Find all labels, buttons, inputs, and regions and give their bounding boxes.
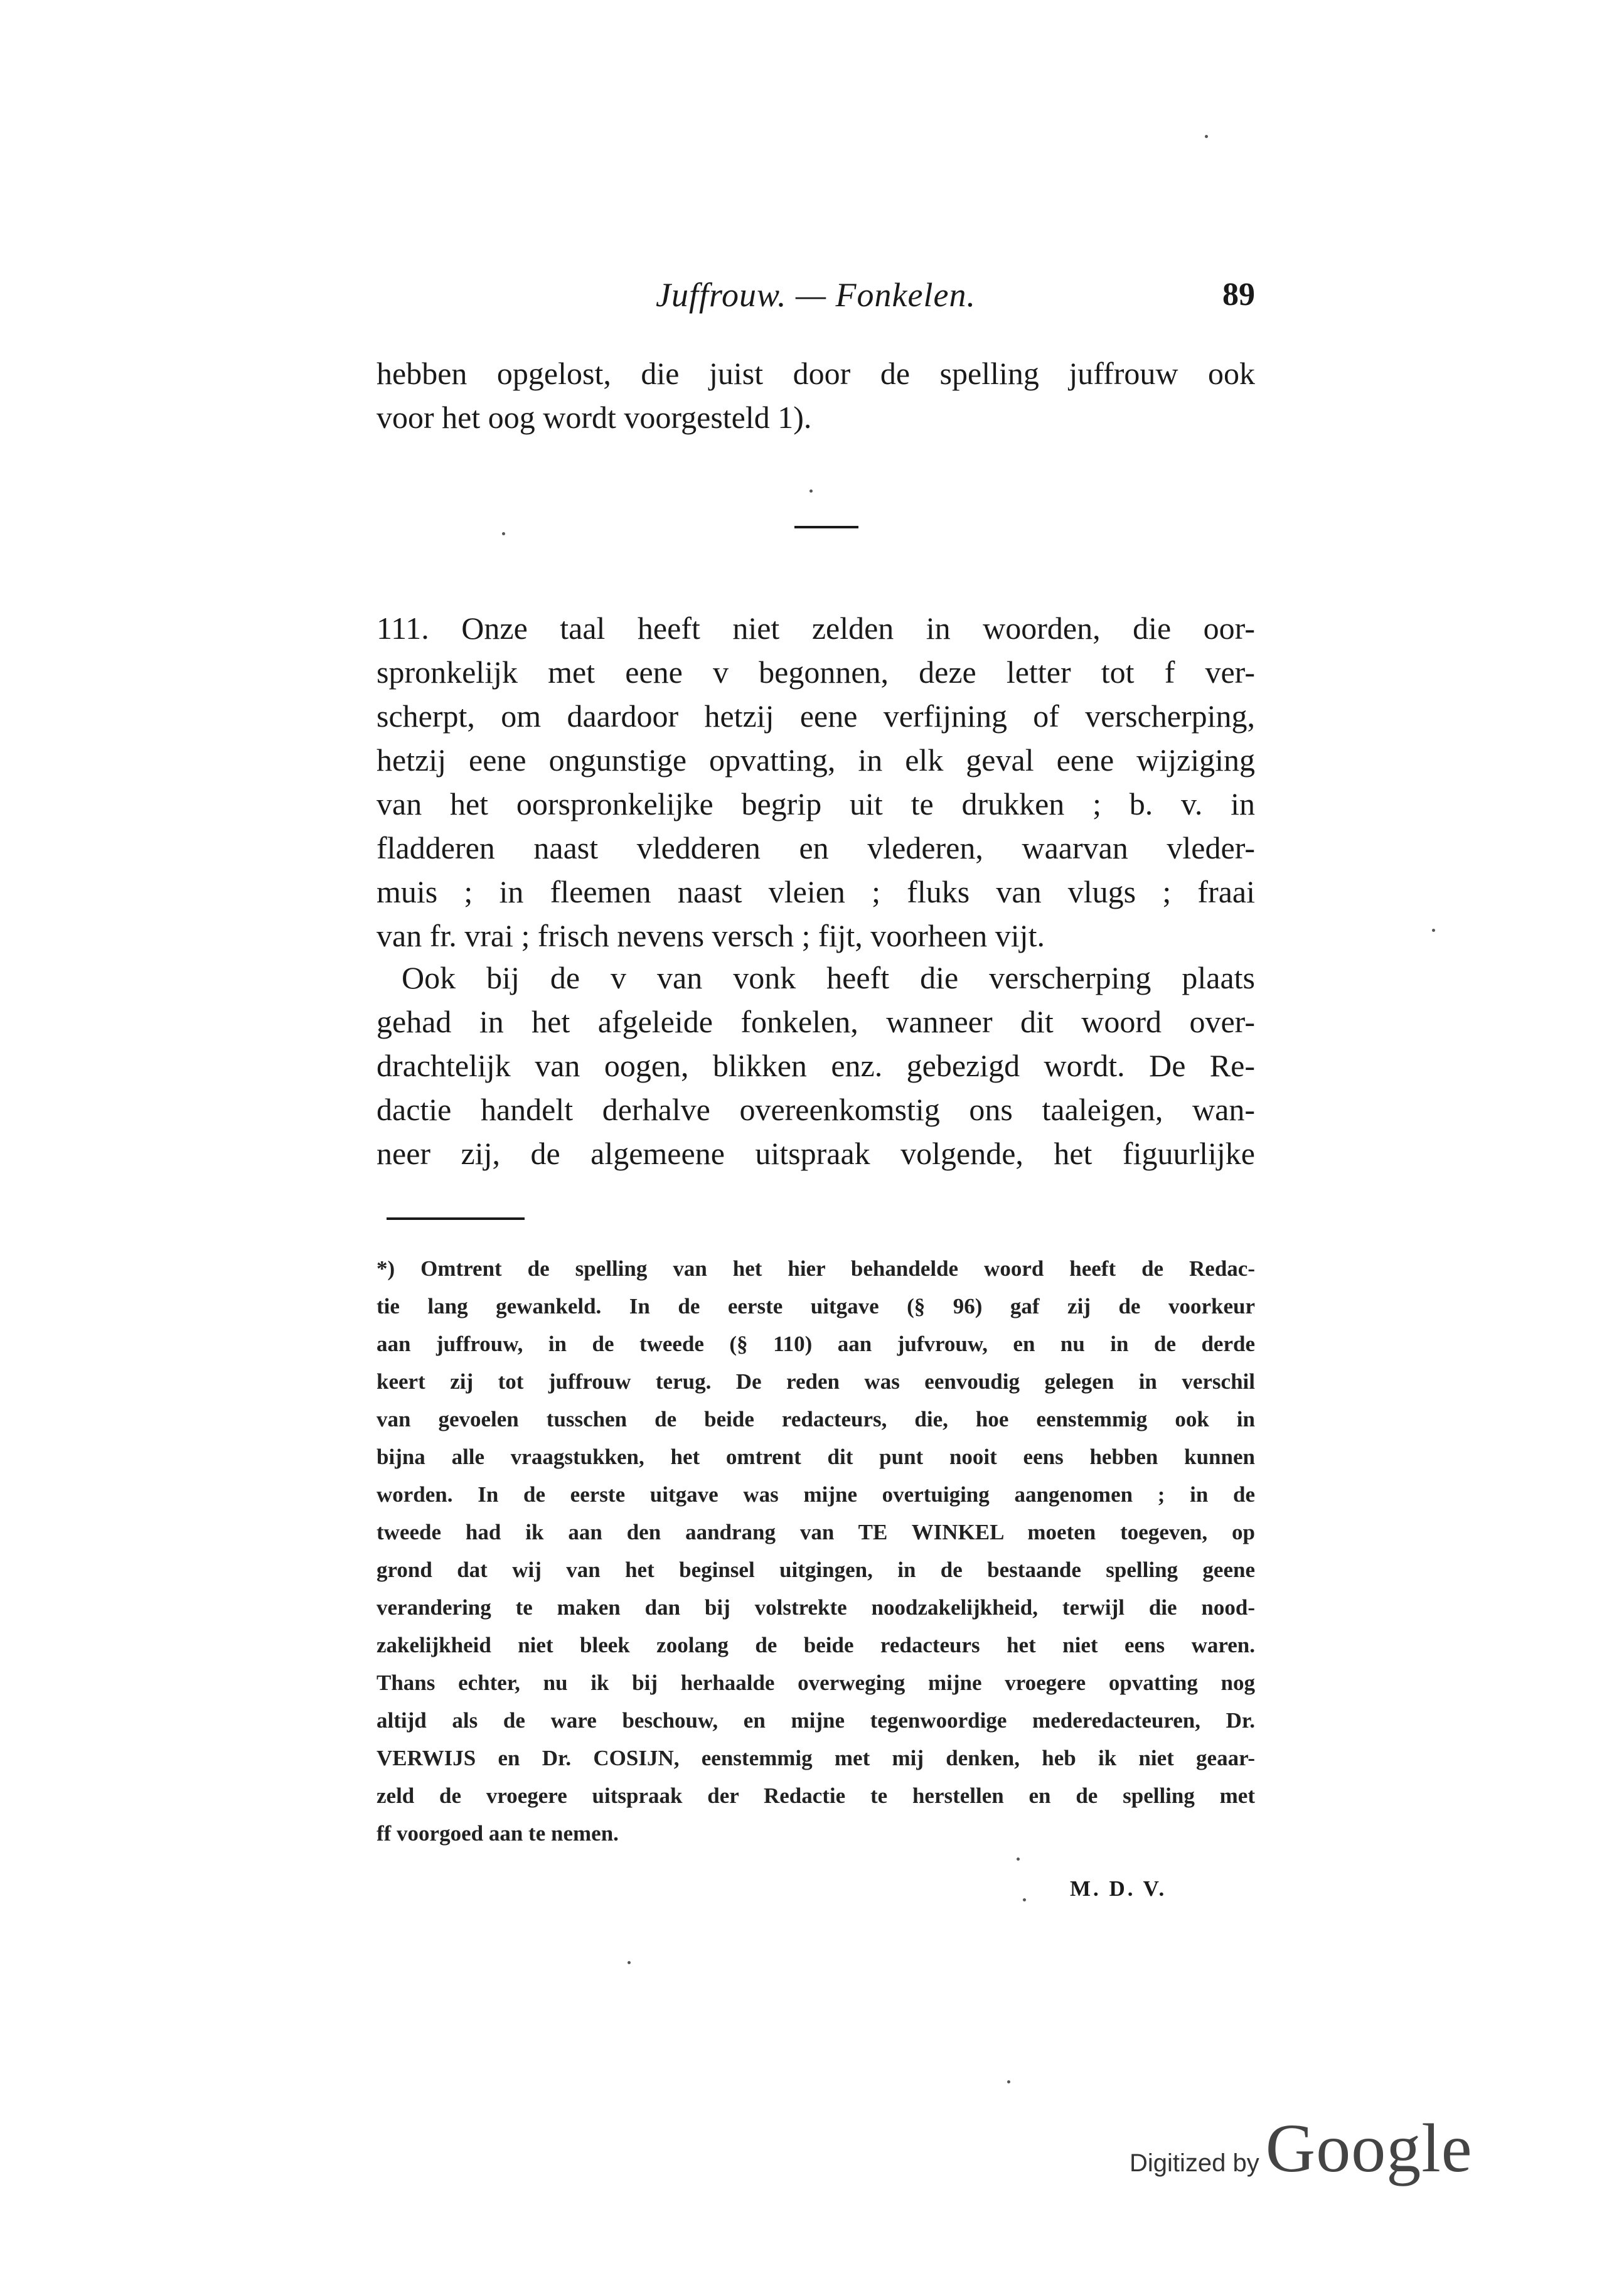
footnote-line: aan juffrouw, in de tweede (§ 110) aan jufvrouw, en nu in de derde — [377, 1332, 1255, 1356]
text-line: van het oorspronkelijke begrip uit te drukken ; b. v. in — [377, 786, 1255, 821]
page-number: 89 — [1222, 277, 1255, 313]
scan-speck — [502, 532, 505, 535]
section-divider — [794, 526, 858, 528]
google-logo: Google — [1265, 2110, 1473, 2186]
footnote-line: *) Omtrent de spelling van het hier behandelde woord heeft de Redac- — [377, 1256, 1255, 1281]
footnote-signature: M. D. V. — [1070, 1876, 1167, 1901]
running-header — [377, 270, 1255, 320]
footnote-line: zakelijkheid niet bleek zoolang de beide redacteurs het niet eens waren. — [377, 1633, 1255, 1657]
text-line: spronkelijk met eene v begonnen, deze letter tot f ver- — [377, 655, 1255, 690]
footnote-line: verandering te maken dan bij volstrekte noodzakelijkheid, terwijl die nood- — [377, 1595, 1255, 1620]
text-line: drachtelijk van oogen, blikken enz. gebezigd wordt. De Re- — [377, 1048, 1255, 1083]
text-line: gehad in het afgeleide fonkelen, wanneer dit woord over- — [377, 1004, 1255, 1039]
footnote-line: VERWIJS en Dr. COSIJN, eenstemmig met mij denken, heb ik niet geaar- — [377, 1746, 1255, 1770]
text-line: muis ; in fleemen naast vleien ; fluks van vlugs ; fraai — [377, 874, 1255, 909]
text-line: 111. Onze taal heeft niet zelden in woorden, die oor- — [377, 611, 1255, 646]
text-line: voor het oog wordt voorgesteld 1). — [377, 400, 812, 435]
scan-speck — [1023, 1898, 1026, 1901]
scan-speck — [1007, 2080, 1010, 2083]
text-line: dactie handelt derhalve overeenkomstig ons taaleigen, wan- — [377, 1092, 1255, 1127]
text-line: scherpt, om daardoor hetzij eene verfijning of verscherping, — [377, 698, 1255, 734]
paragraph-continuation — [377, 351, 1255, 439]
text-line: Ook bij de v van vonk heeft die verscherping plaats — [402, 960, 1255, 995]
footnote-line: tweede had ik aan den aandrang van TE WINKEL moeten toegeven, op — [377, 1520, 1255, 1544]
footnote-line: worden. In de eerste uitgave was mijne overtuiging aangenomen ; in de — [377, 1482, 1255, 1507]
footnote-line: grond dat wij van het beginsel uitgingen, in de bestaande spelling geene — [377, 1558, 1255, 1582]
footnote-line: ff voorgoed aan te nemen. — [377, 1821, 619, 1846]
text-line: fladderen naast vledderen en vlederen, waarvan vleder- — [377, 830, 1255, 865]
footnote — [377, 1250, 1255, 1852]
text-line: neer zij, de algemeene uitspraak volgende, het figuurlijke — [377, 1136, 1255, 1171]
footnote-line: Thans echter, nu ik bij herhaalde overweging mijne vroegere opvatting nog — [377, 1671, 1255, 1695]
footnote-line: tie lang gewankeld. In de eerste uitgave (§ 96) gaf zij de voorkeur — [377, 1294, 1255, 1318]
scan-speck — [1432, 929, 1435, 932]
scan-speck — [628, 1961, 631, 1964]
digitized-by-label: Digitized by — [1130, 2149, 1259, 2177]
footnote-line: altijd als de ware beschouw, en mijne tegenwoordige mederedacteuren, Dr. — [377, 1708, 1255, 1733]
scan-speck — [809, 489, 813, 493]
footnote-line: bijna alle vraagstukken, het omtrent dit punt nooit eens hebben kunnen — [377, 1445, 1255, 1469]
digitized-watermark — [1130, 2109, 1473, 2203]
paragraph-111 — [377, 606, 1255, 958]
text-line: hebben opgelost, die juist door de spelling juffrouw ook — [377, 356, 1255, 391]
running-title: Juffrouw. — Fonkelen. — [656, 276, 976, 314]
text-line: van fr. vrai ; frisch nevens versch ; fijt, voorheen vijt. — [377, 918, 1045, 953]
footnote-rule — [387, 1217, 525, 1220]
footnote-line: van gevoelen tusschen de beide redacteurs, die, hoe eenstemmig ook in — [377, 1407, 1255, 1431]
scan-speck — [1205, 135, 1208, 138]
scan-speck — [1017, 1858, 1020, 1861]
footnote-line: keert zij tot juffrouw terug. De reden was eenvoudig gelegen in verschil — [377, 1369, 1255, 1394]
footnote-line: zeld de vroegere uitspraak der Redactie te herstellen en de spelling met — [377, 1783, 1255, 1808]
text-line: hetzij eene ongunstige opvatting, in elk geval eene wijziging — [377, 742, 1255, 778]
paragraph-vonk — [377, 956, 1255, 1175]
